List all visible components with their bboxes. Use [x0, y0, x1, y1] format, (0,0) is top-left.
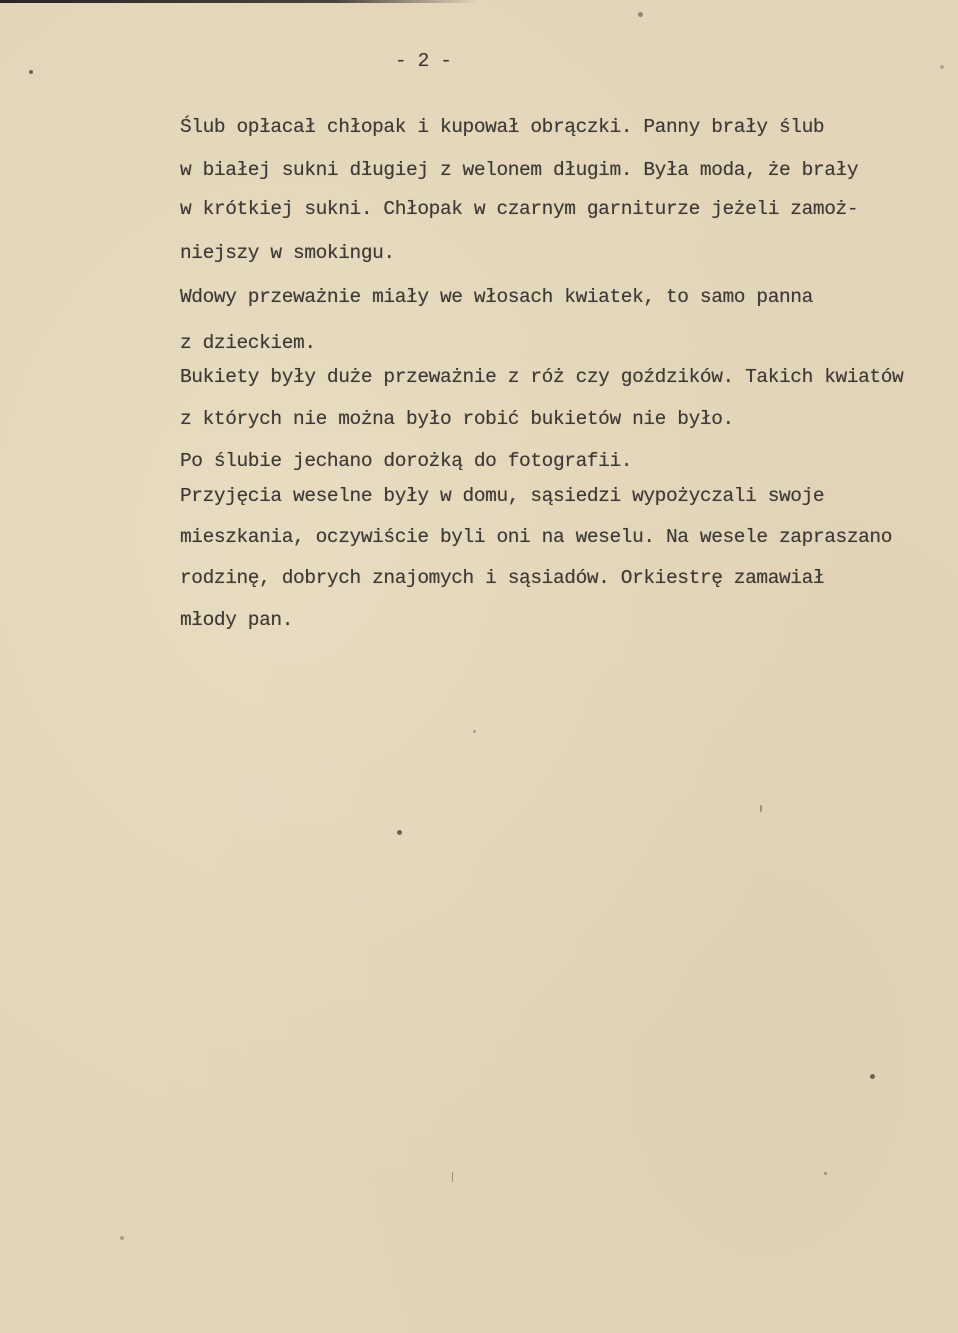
paper-speck — [397, 830, 402, 835]
text-line: mieszkania, oczywiście byli oni na weselu. Na wesele zapraszano — [180, 526, 893, 548]
scan-top-edge — [0, 0, 480, 3]
paper-speck — [638, 12, 643, 17]
text-line: w krótkiej sukni. Chłopak w czarnym garniturze jeżeli zamoż- — [180, 198, 859, 220]
paper-speck — [824, 1172, 827, 1175]
paper-speck — [29, 70, 33, 74]
paper-speck — [452, 1172, 453, 1182]
paper-speck — [120, 1236, 124, 1240]
paper-speck — [473, 730, 476, 733]
text-line: z dzieckiem. — [180, 332, 316, 354]
text-line: Bukiety były duże przeważnie z róż czy goździków. Takich kwiatów — [180, 366, 904, 388]
paper-speck — [870, 1074, 875, 1079]
text-line: niejszy w smokingu. — [180, 242, 395, 264]
paper-speck — [940, 65, 944, 69]
text-line: rodzinę, dobrych znajomych i sąsiadów. Orkiestrę zamawiał — [180, 567, 825, 589]
text-line: Przyjęcia weselne były w domu, sąsiedzi wypożyczali swoje — [180, 485, 825, 507]
text-line: Wdowy przeważnie miały we włosach kwiatek, to samo panna — [180, 286, 813, 308]
text-line: z których nie można było robić bukietów nie było. — [180, 408, 734, 430]
text-line: w białej sukni długiej z welonem długim. Była moda, że brały — [180, 159, 859, 181]
text-line: młody pan. — [180, 609, 294, 631]
text-line: Po ślubie jechano dorożką do fotografii. — [180, 450, 633, 472]
paper-speck — [760, 805, 762, 812]
page-number: - 2 - — [395, 50, 452, 72]
text-line: Ślub opłacał chłopak i kupował obrączki. Panny brały ślub — [180, 116, 825, 138]
